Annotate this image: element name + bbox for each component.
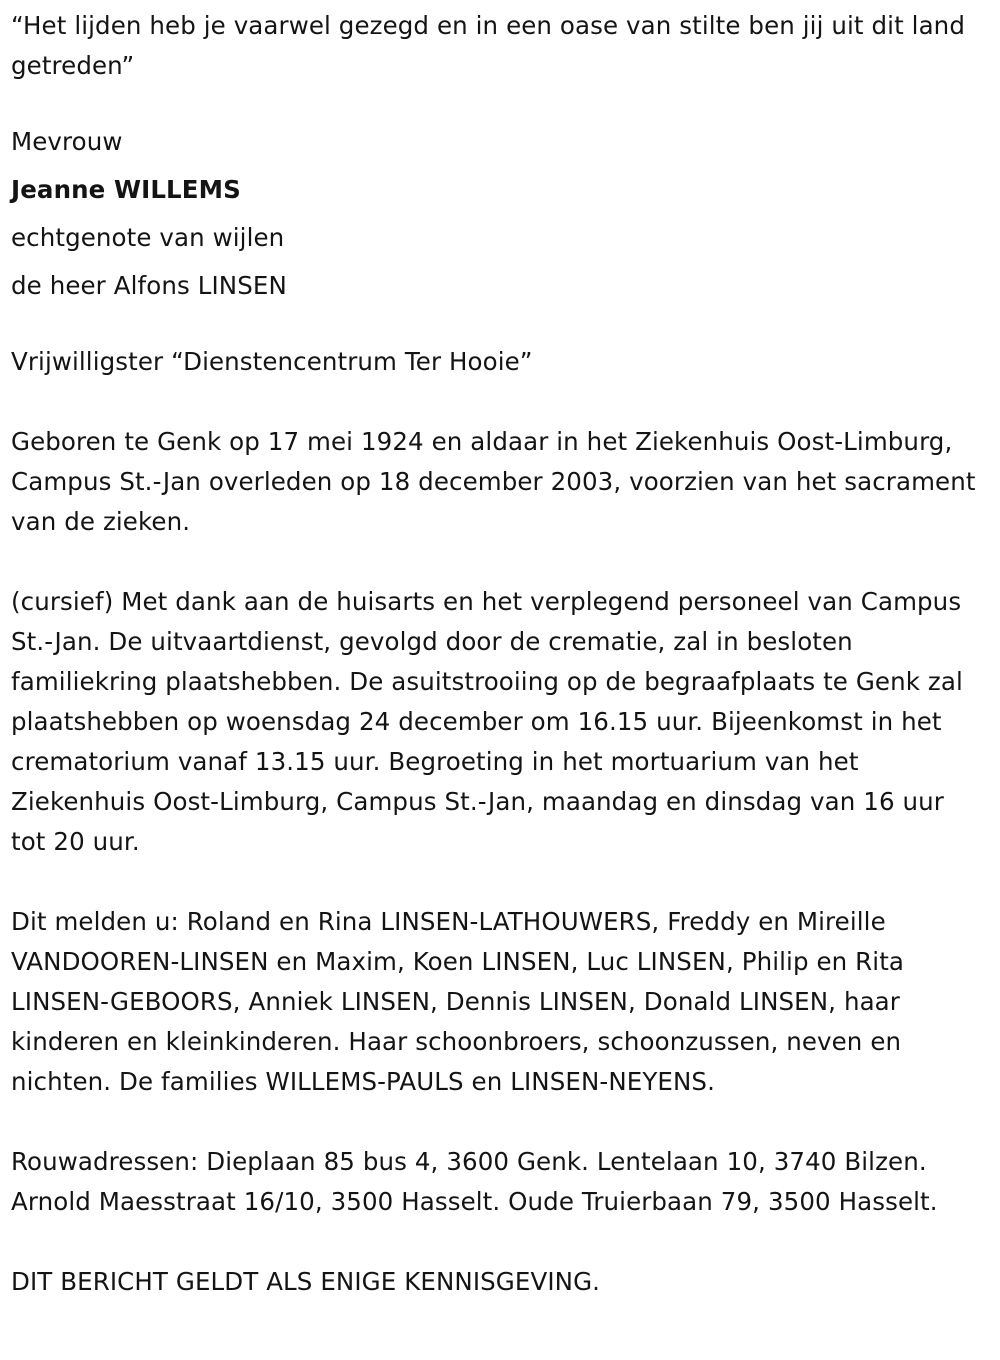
volunteer-role: Vrijwilligster “Dienstencentrum Ter Hooie” bbox=[11, 347, 533, 376]
spacer bbox=[11, 1102, 986, 1142]
spacer bbox=[11, 310, 986, 342]
relation-line-1: echtgenote van wijlen bbox=[11, 223, 285, 252]
spacer bbox=[11, 542, 986, 582]
service-paragraph: (cursief) Met dank aan de huisarts en het verplegend personeel van Campus St.-Jan. De uitvaartdienst, gevolgd door de crematie, zal in besloten familiekring plaatshebben. De asuitstrooiing op de begraafplaats te Genk zal plaatshebben op woensdag 24 december om 16.15 uur. Bijeenkomst in het crematorium vanaf 13.15 uur. Begroeting in het mortuarium van het Ziekenhuis Oost-Limburg, Campus St.-Jan, maandag en dinsdag van 16 uur tot 20 uur. bbox=[11, 587, 963, 856]
mourning-addresses: Rouwadressen: Dieplaan 85 bus 4, 3600 Genk. Lentelaan 10, 3740 Bilzen. Arnold Maesstraat 16/10, 3500 Hasselt. Oude Truierbaan 79, 3500 Hasselt. bbox=[11, 1147, 938, 1216]
family-paragraph: Dit melden u: Roland en Rina LINSEN-LATHOUWERS, Freddy en Mireille VANDOOREN-LINSEN en Maxim, Koen LINSEN, Luc LINSEN, Philip en Rita LINSEN-GEBOORS, Anniek LINSEN, Dennis LINSEN, Donald LINSEN, haar kinderen en kleinkinderen. Haar schoonbroers, schoonzussen, neven en nichten. De families WILLEMS-PAULS en LINSEN-NEYENS. bbox=[11, 907, 905, 1096]
salutation: Mevrouw bbox=[11, 127, 123, 156]
deceased-name: Jeanne WILLEMS bbox=[11, 175, 241, 204]
opening-quote: “Het lijden heb je vaarwel gezegd en in een oase van stilte ben jij uit dit land getreden” bbox=[11, 11, 965, 80]
spacer bbox=[11, 862, 986, 902]
obituary-notice bbox=[11, 6, 986, 1302]
spacer bbox=[11, 382, 986, 422]
closing-statement: DIT BERICHT GELDT ALS ENIGE KENNISGEVING. bbox=[11, 1267, 601, 1296]
birth-death-paragraph: Geboren te Genk op 17 mei 1924 en aldaar in het Ziekenhuis Oost-Limburg, Campus St.-Jan overleden op 18 december 2003, voorzien van het sacrament van de zieken. bbox=[11, 427, 976, 536]
spacer bbox=[11, 1222, 986, 1262]
spacer bbox=[11, 86, 986, 118]
relation-line-2: de heer Alfons LINSEN bbox=[11, 271, 287, 300]
